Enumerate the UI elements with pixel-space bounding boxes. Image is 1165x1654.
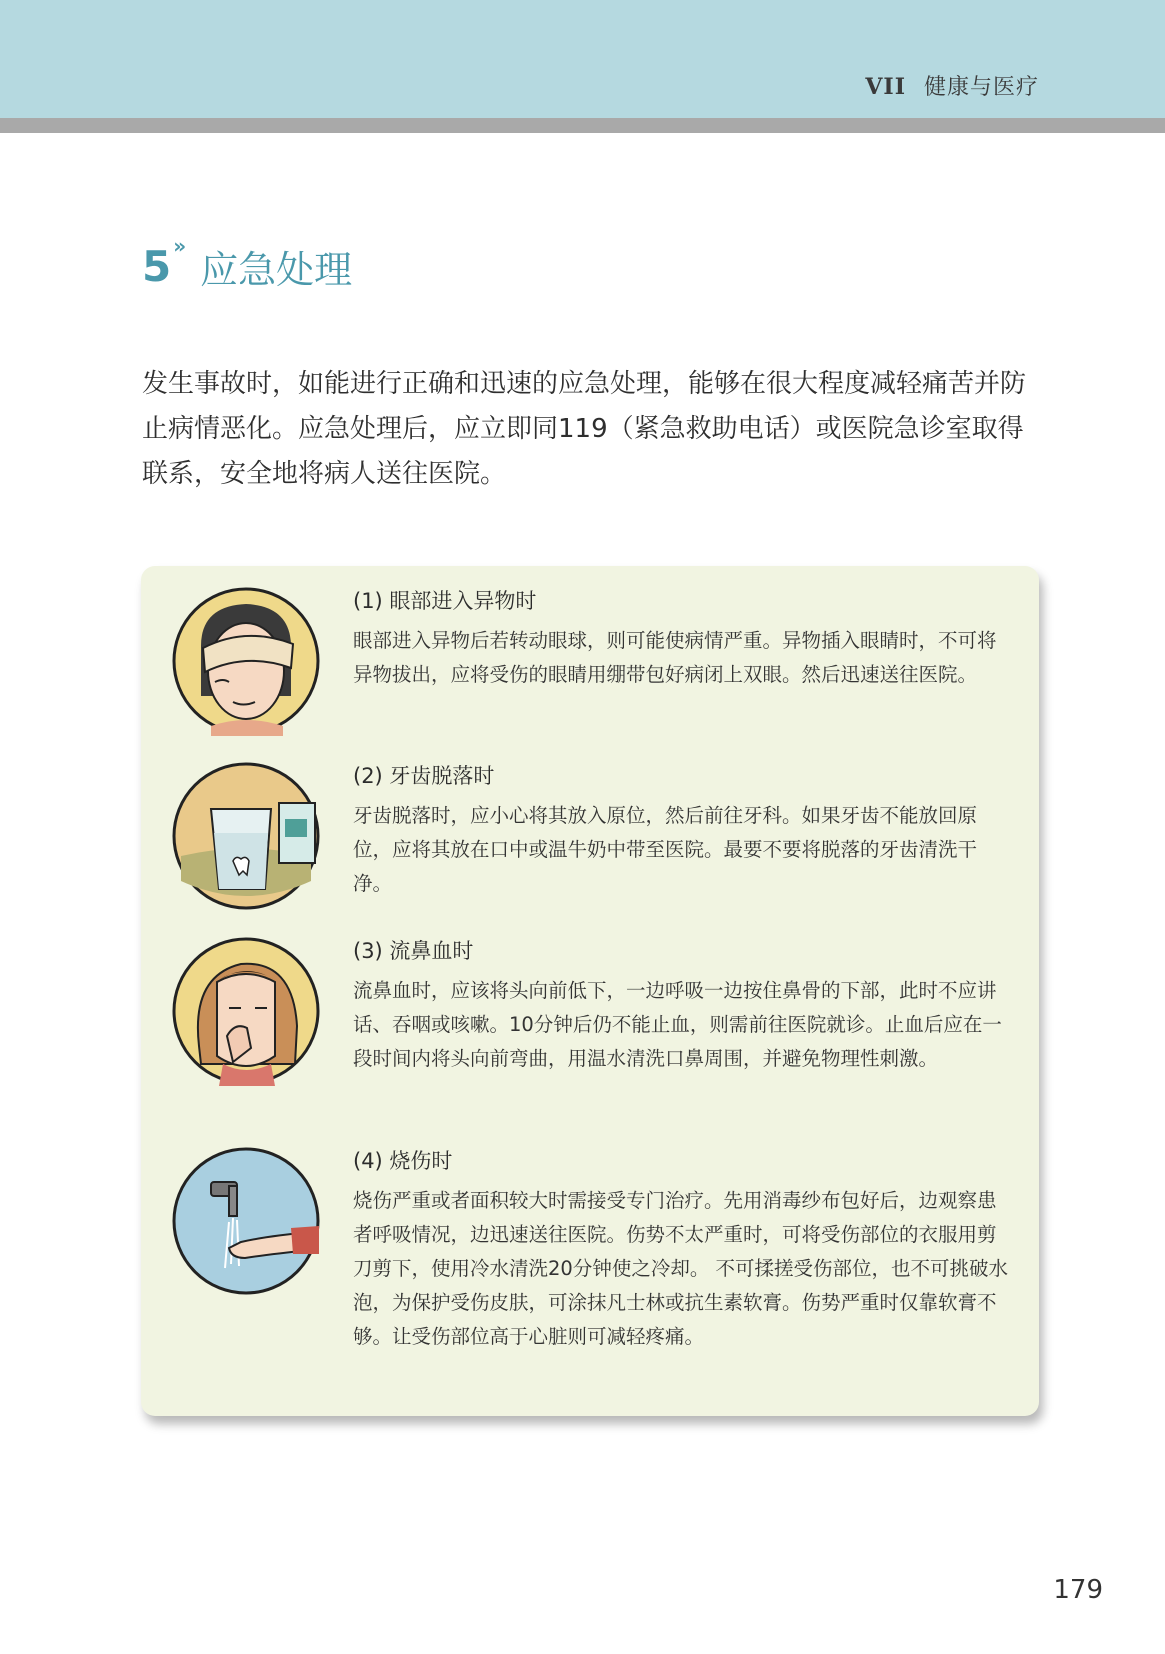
- chapter-title: 健康与医疗: [923, 75, 1039, 100]
- running-header: [865, 70, 1039, 101]
- item-text: [353, 936, 1013, 1076]
- nosebleed-icon: [171, 936, 321, 1086]
- item-text: [353, 586, 1013, 692]
- header-rule: [0, 118, 1165, 133]
- burn-under-tap-icon: [171, 1146, 321, 1296]
- item-text: [353, 1146, 1013, 1354]
- intro-paragraph: 发生事故时，如能进行正确和迅速的应急处理，能够在很大程度减轻痛苦并防止病情恶化。应急处理后，应立即同119（紧急救助电话）或医院急诊室取得联系，安全地将病人送往医院。: [142, 369, 1027, 489]
- chapter-number: VII: [865, 74, 906, 100]
- item-body: 烧伤严重或者面积较大时需接受专门治疗。先用消毒纱布包好后，边观察患者呼吸情况，边迅速送往医院。伤势不太严重时，可将受伤部位的衣服用剪刀剪下，使用冷水清洗20分钟使之冷却。 不可揉搓受伤部位，也不可挑破水泡，为保护受伤皮肤，可涂抹凡士林或抗生素软膏。伤势严重时仅靠软膏不够。让受伤部位高于心脏则可减轻疼痛。: [353, 1189, 1009, 1348]
- item-title: (3) 流鼻血时: [353, 939, 474, 963]
- first-aid-card: [141, 566, 1039, 1416]
- item-title: (2) 牙齿脱落时: [353, 764, 495, 788]
- section-heading: [142, 234, 352, 294]
- tooth-in-glass-icon: [171, 761, 321, 911]
- item-body: 牙齿脱落时，应小心将其放入原位，然后前往牙科。如果牙齿不能放回原位，应将其放在口中或温牛奶中带至医院。最要不要将脱落的牙齿清洗干净。: [353, 804, 978, 895]
- section-number: 5: [142, 242, 172, 291]
- item-body: 眼部进入异物后若转动眼球，则可能使病情严重。异物插入眼睛时，不可将异物拔出，应将受伤的眼睛用绷带包好病闭上双眼。然后迅速送往医院。: [353, 629, 997, 686]
- page-number: 179: [1053, 1575, 1103, 1605]
- bandaged-eye-icon: [171, 586, 321, 736]
- section-mark: »: [173, 234, 187, 258]
- section-title: 应急处理: [200, 248, 353, 292]
- item-text: [353, 761, 1013, 901]
- item-title: (1) 眼部进入异物时: [353, 589, 537, 613]
- item-body: 流鼻血时，应该将头向前低下，一边呼吸一边按住鼻骨的下部，此时不应讲话、吞咽或咳嗽。10分钟后仍不能止血，则需前往医院就诊。止血后应在一段时间内将头向前弯曲，用温水清洗口鼻周围，并避免物理性刺激。: [353, 979, 1002, 1070]
- item-title: (4) 烧伤时: [353, 1149, 453, 1173]
